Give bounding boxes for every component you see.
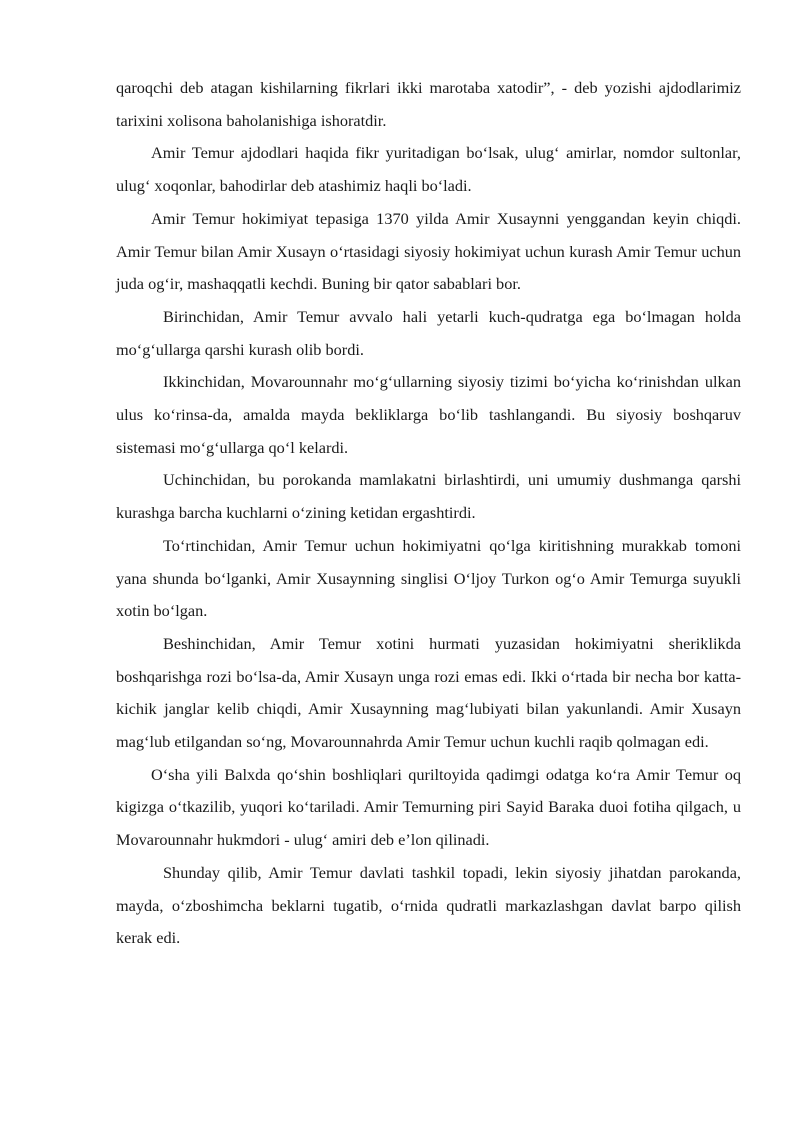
paragraph-kurultai: O‘sha yili Balxda qo‘shin boshliqlari quriltoyida qadimgi odatga ko‘ra Amir Temur oq kigizga o‘tkazilib, yuqori ko‘tariladi. Amir Temurning piri Sayid Baraka duoi fotiha qilgach, u Movarounnahr hukmdori - ulug‘ amiri deb e’lon qilinadi. [116,764,741,850]
paragraph-conclusion: Shunday qilib, Amir Temur davlati tashkil topadi, lekin siyosiy jihatdan parokanda, mayda, o‘zboshimcha beklarni tugatib, o‘rnida qudratli markazlashgan davlat barpo qilish kerak edi. [116,862,741,948]
body-text [116,72,741,955]
paragraph-fourth-reason: To‘rtinchidan, Amir Temur uchun hokimiyatni qo‘lga kiritishning murakkab tomoni yana shunda bo‘lganki, Amir Xusaynning singlisi O‘ljoy Turkon og‘o Amir Temurga suyukli xotin bo‘lgan. [116,535,741,621]
paragraph-fifth-reason: Beshinchidan, Amir Temur xotini hurmati yuzasidan hokimiyatni sheriklikda boshqarishga rozi bo‘lsa-da, Amir Xusayn unga rozi emas edi. Ikki o‘rtada bir necha bor katta-kichik janglar kelib chiqdi, Amir Xusaynning mag‘lubiyati bilan yakunlandi. Amir Xusayn mag‘lub etilgandan so‘ng, Movarounnahrda Amir Temur uchun kuchli raqib qolmagan edi. [116,633,741,752]
paragraph-second-reason: Ikkinchidan, Movarounnahr mo‘g‘ullarning siyosiy tizimi bo‘yicha ko‘rinishdan ulkan ulus ko‘rinsa-da, amalda mayda bekliklarga bo‘lib tashlangandi. Bu siyosiy boshqaruv sistemasi mo‘g‘ullarga qo‘l kelardi. [116,372,741,457]
paragraph-ancestors: Amir Temur ajdodlari haqida fikr yuritadigan bo‘lsak, ulug‘ amirlar, nomdor sultonlar, ulug‘ xoqonlar, bahodirlar deb atashimiz haqli bo‘ladi. [116,143,741,196]
paragraph-first-reason: Birinchidan, Amir Temur avvalo hali yetarli kuch-qudratga ega bo‘lmagan holda mo‘g‘ullarga qarshi kurash olib bordi. [116,306,741,359]
paragraph-third-reason: Uchinchidan, bu porokanda mamlakatni birlashtirdi, uni umumiy dushmanga qarshi kurashga barcha kuchlarni o‘zining ketidan ergashtirdi. [116,470,741,523]
paragraph-rise-to-power: Amir Temur hokimiyat tepasiga 1370 yilda Amir Xusaynni yenggandan keyin chiqdi. Amir Temur bilan Amir Xusayn o‘rtasidagi siyosiy hokimiyat uchun kurash Amir Temur uchun juda og‘ir, mashaqqatli kechdi. Buning bir qator sabablari bor. [116,208,741,294]
paragraph-continuation: qaroqchi deb atagan kishilarning fikrlari ikki marotaba xatodir”, - deb yozishi ajdodlarimiz tarixini xolisona baholanishiga ishoratdir. [116,78,741,130]
